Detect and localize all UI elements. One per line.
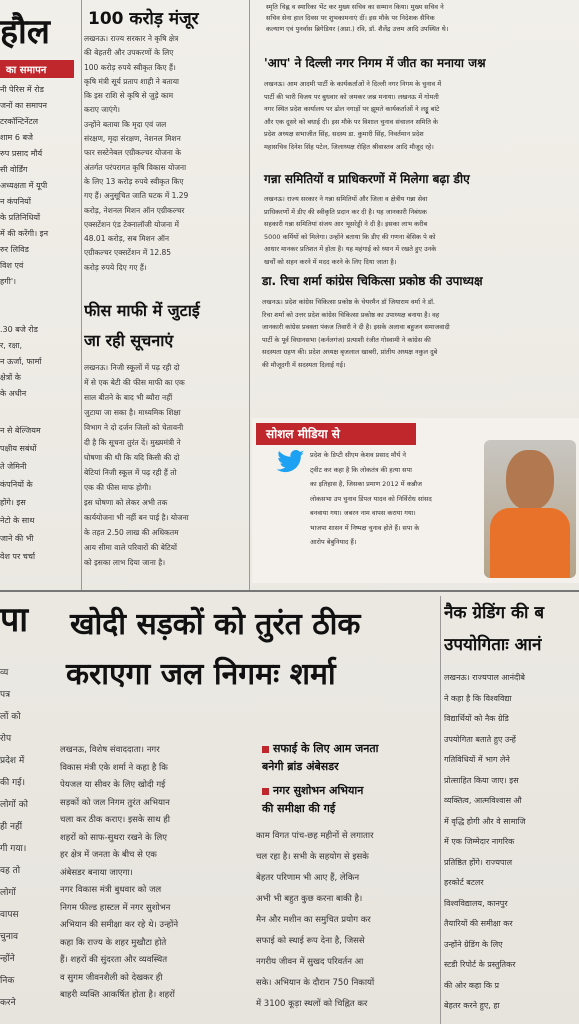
left-headline-fragment: हौल xyxy=(0,12,50,52)
article-richa: लखनऊ। प्रदेश कांग्रेस चिकित्सा प्रकोष्ठ के चेयरमैन डॉ जियाराम वर्मा ने डॉ. रिचा शर्मा को उत्तर प्रदेश कांग्रेस चिकित्सा प्रकोष्ठ का उपाध्यक्ष बनाया है। वह जानकारी कांग्रेस प्रवक्ता पंकज तिवारी ने दी है। इसके अलावा बहुजन समाजवादी पार्टी के पूर्व विधानसभा (कर्नलगंज) प्रत्याशी रंजीत गोस्वामी ने कांग्रेस की सदस्यता ग्रहण की। प्रदेश अध्यक्ष बृजलाल खाबरी, प्रांतीय अध्यक्ष नकुल दुबे की मौजूदगी में सदस्यता दिलाई गई। xyxy=(262,298,450,369)
column-rule xyxy=(249,0,250,590)
social-media-label: सोशल मीडिया से xyxy=(256,423,416,445)
portrait-photo xyxy=(484,440,576,578)
main-article-col-b: काम विगत पांच-छह महीनों से लगातार चल रहा है। सभी के सहयोग से इसके बेहतर परिणाम भी आए हैं, लेकिन अभी भी बहुत कुछ करना बाकी है। मैन और मशीन का समुचित प्रयोग कर सफाई को स्थाई रूप देना है, जिससे नगरीय जीवन में सुखद परिवर्तन आ सके। अभियान के दौरान 750 निकायों में 3100 कूड़ा स्थलों को चिह्नित कर xyxy=(256,831,375,1009)
bullet-review: नगर सुशोभन अभियान की समीक्षा की गई xyxy=(262,782,462,818)
left-text-2: .30 बजे रोड र, रक्षा, न ऊर्जा, फार्मा क्षेत्रों के के अधीन xyxy=(0,325,42,398)
article-ganna: लखनऊ। राज्य सरकार ने गन्ना समितियों और जिला व क्षेत्रीय गन्ना सेवा प्राधिकरणों में डीए की स्वीकृति प्रदान कर दी है। यह जानकारी निबंधक सहकारी गन्ना समितियां संजय आर भूसरेड्डी ने दी है। इसका लाभ करीब 5000 कर्मियों को मिलेगा। उन्होंने बताया कि डीए की गणना बेसिक पे को आधार मानकर प्रतिशत में होता है। यह महंगाई को ध्यान में रखते हुए उनके खर्चों को सहन करने में मदद करने के लिए दिया जाता है। xyxy=(264,195,437,266)
right-headline-line1: नैक ग्रेडिंग की ब xyxy=(444,603,545,623)
article-aap: लखनऊ। आम आदमी पार्टी के कार्यकर्ताओं ने दिल्ली नगर निगम के चुनाव में पार्टी की भारी विजय पर बुधवार को जमकर जश्न मनाया। लखनऊ में गोमती नगर स्थित प्रदेश कार्यालय पर ढोल नगाड़ों पर झूमते कार्यकर्ताओं ने लड्डू बांटे और एक दूसरे को बधाई दी। इस मौके पर विशाल चुनाव संचालन समिति के प्रदेश अध्यक्ष सभाजीत सिंह, सदस्य डा. कुमारी सिंह, निवर्तमान प्रदेश महासचिव दिनेश सिंह पटेल, जिलाध्यक्ष रोहित श्रीवास्तव आदि मौजूद रहे। xyxy=(264,80,442,151)
headline-ganna: गन्ना समितियों व प्राधिकरणों में मिलेगा बढ़ा डीए xyxy=(264,172,470,186)
social-media-text: प्रदेश के डिप्टी सीएम केशव प्रसाद मौर्य ने ट्वीट कर कहा है कि लोकतंत्र की हत्या सपा का इतिहास है, जिसका प्रमाण 2012 में कन्नौज लोकसभा उप चुनाव डिंपल यादव को निर्विरोध सांसद बनवाया गया। जबरन नाम वापस कराया गया। भाजपा शासन में निष्पक्ष चुनाव होते हैं। सपा के आरोप बेबुनियाद हैं। xyxy=(310,451,432,546)
right-headline-line2: उपयोगिताः आनं xyxy=(444,635,542,655)
main-headline-line1: खोदी सड़कों को तुरंत ठीक xyxy=(70,607,361,642)
left-text-4: व्य पत्र लों को रोप प्रदेश में की गई। लोगों को ही नहीं गी गया। वह तो लोगों वापस चुनाव न्होंने निक करने xyxy=(0,668,28,1008)
left-red-tag: का समापन xyxy=(0,60,74,78)
right-article: लखनऊ। राज्यपाल आनंदीबे ने कहा है कि विश्वविद्या विद्यार्थियों को नैक ग्रेडि उपयोगिता बताते हुए उन्हें गतिविधियों में भाग लेने प्रोत्साहित किया जाए। इस व्यक्तित्व, आत्मविश्वास औ में वृद्धि होगी और वे सामाजि में एक जिम्मेदार नागरिक प्रतिष्ठित होंगे। राज्यपाल हरकोर्ट बटलर विश्वविद्यालय, कानपुर तैयारियों की समीक्षा कर उन्होंने ग्रेडिंग के लिए स्टडी रिपोर्ट के प्रस्तुतिकर की ओर कहा कि प्र बेहतर करने हुए, हा xyxy=(444,673,526,1010)
bullet-ambassador: सफाई के लिए आम जनता बनेगी ब्रांड अंबेसडर xyxy=(262,740,462,776)
headline-richa: डा. रिचा शर्मा कांग्रेस चिकित्सा प्रकोष्ठ की उपाध्यक्ष xyxy=(262,274,483,288)
main-col-a xyxy=(60,742,255,1024)
headline-fees: फीस माफी में जुटाई जा रही सूचनाएं xyxy=(84,301,200,350)
section-divider xyxy=(0,590,579,592)
main-article-col-a: लखनऊ, विशेष संवाददाता। नगर विकास मंत्री एके शर्मा ने कहा है कि पेयजल या सीवर के लिए खोदी गई सड़कों को जल निगम तुरंत अभियान चला कर ठीक कराए। इसके साथ ही शहरों को साफ-सुथरा रखने के लिए हर क्षेत्र में जनता के बीच से एक अंबेसडर बनाया जाएगा। नगर विकास मंत्री बुधवार को जल निगम फील्ड हास्टल में नगर सुशोभन अभियान की समीक्षा कर रहे थे। उन्होंने कहा कि राज्य के शहर मुखौटा होते हैं। शहरों की सुंदरता और व्यवस्थित व सुगम जीवनशैली को देखकर ही बाहरी व्यक्ति आकर्षित होता है। शहरों xyxy=(60,745,179,1000)
article-fees: लखनऊ। निजी स्कूलों में पढ़ रही दो में से एक बेटी की फीस माफी का एक साल बीतने के बाद भी ब्यौरा नहीं जुटाया जा सका है। माध्यमिक शिक्षा विभाग ने दो दर्जन जिलों को चेतावनी दी है कि सूचना तुरंत दें। मुख्यमंत्री ने घोषणा की थी कि यदि किसी की दो बेटियां निजी स्कूल में पढ़ रही हैं तो एक की फीस माफ होगी। इस घोषणा को लेकर अभी तक कार्ययोजना भी नहीं बन पाई है। योजना के तहत 2.50 लाख की अधिकतम आय सीमा वाले परिवारों की बेटियों को इसका लाभ दिया जाना है। xyxy=(84,363,189,567)
column-rule xyxy=(81,0,82,590)
right-story xyxy=(444,596,579,1024)
headline-aap: 'आप' ने दिल्ली नगर निगम में जीत का मनाया जश्न xyxy=(264,56,486,70)
left-text-3: न से बेल्जियम पक्षीय सबंधों ते जेमिनी कंपनियों के होंगे। इस नेटो के साथ जाने की भी वेश पर चर्चा xyxy=(0,426,41,561)
column-rule xyxy=(440,596,441,1024)
left-bottom-headline: पा xyxy=(0,600,29,640)
col3 xyxy=(254,0,579,418)
left-text-1: नी पेरिस में रोड जनों का समापन टरकॉन्टिनेंटल शाम 6 बजे रुप प्रसाद मौर्य सी वोर्डिंग अध्यक्षता में यूपी न कंपनियों के प्रतिनिधियों में की करेंगी। इन रुर लिविड विश एवं हगी'। xyxy=(0,85,49,286)
article-100-crore: लखनऊ। राज्य सरकार ने कृषि क्षेत्र की बेहतरी और उपकरणों के लिए 100 करोड़ रुपये स्वीकृत किए हैं। कृषि मंत्री सूर्य प्रताप शाही ने बताया कि इस राशि से कृषि से जुड़े काम कराए जाएंगे। उन्होंने बताया कि मृदा एवं जल संरक्षण, मृदा संरक्षण, नेशनल मिशन फार सस्टेनेबल एग्रीकल्चर योजना के अंतर्गत परंपरागत कृषि विकास योजना के लिए 13 करोड़ रुपये स्वीकृत किए गए हैं। अनुसूचित जाति घटक में 1.29 करोड़, नेशनल मिशन ऑन एग्रीकल्चर एक्सटेंशन एंड टेक्नालॉजी योजना में 48.01 करोड़, सब मिशन ऑन एग्रीकल्चर एक्सटेंशन में 12.85 करोड़ रुपये दिए गए हैं। xyxy=(84,34,189,272)
main-col-b xyxy=(256,826,441,1024)
headline-100-crore: 100 करोड़ मंजूर xyxy=(88,9,199,29)
main-headline-line2: कराएगा जल निगमः शर्मा xyxy=(66,657,336,692)
col2 xyxy=(84,0,246,590)
top-snippet: स्मृति चिह्न व स्मारिका भेंट कर मुख्य सचिव का सम्मान किया। मुख्य सचिव ने सचिव सेना हाल दिवस पर शुभकामनाएं दीं। इस मौके पर निदेशक सैनिक कल्याण एवं पुनर्वास ब्रिगेडियर (अप्रा.) रवि, डॉ. शैलेंद्र उत्तम आदि उपस्थित थे। xyxy=(266,3,449,33)
